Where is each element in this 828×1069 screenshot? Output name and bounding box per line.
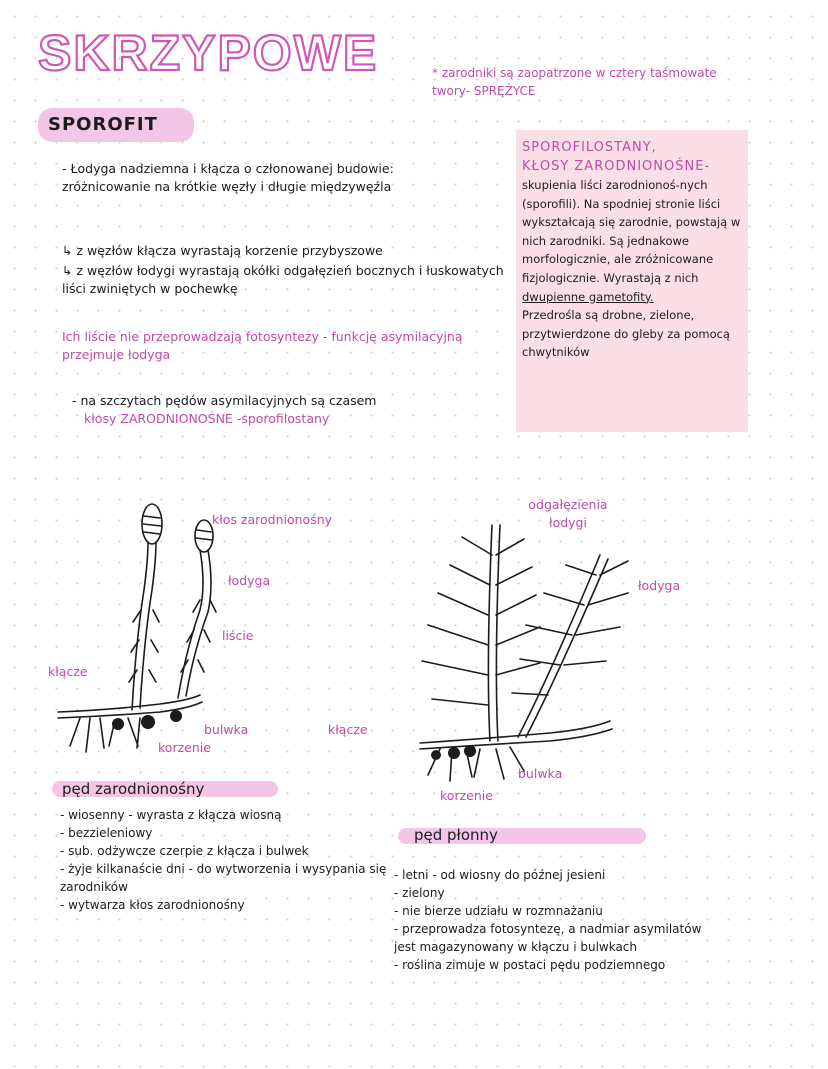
page-title: SKRZYPOWE bbox=[38, 25, 379, 81]
label-liscie: liście bbox=[222, 628, 254, 643]
right-list bbox=[394, 866, 724, 974]
list-item: - wytwarza kłos zarodnionośny bbox=[60, 898, 245, 912]
list-item: - nie bierze udziału w rozmnażaniu bbox=[394, 904, 603, 918]
list-item: - roślina zimuje w postaci pędu podziemnego bbox=[394, 958, 666, 972]
intro-arrow-1: ↳ z węzłów kłącza wyrastają korzenie przybyszowe bbox=[62, 243, 383, 258]
intro-line-2a: - na szczytach pędów asymilacyjnych są czasem bbox=[72, 393, 377, 408]
intro-line-1: - Łodyga nadziemna i kłącza o członowanej budowie: zróżnicowanie na krótkie węzły i długie międzywęźla bbox=[62, 161, 394, 194]
box-heading-2: KŁOSY ZARODNIONOŚNE- bbox=[522, 159, 711, 174]
left-list bbox=[60, 806, 390, 914]
list-item: - żyje kilkanaście dni - do wytworzenia i wysypania się zarodników bbox=[60, 862, 387, 894]
right-heading: pęd płonny bbox=[414, 826, 498, 844]
box-text-1: skupienia liści zarodnionoś-nych (sporofili). Na spodniej stronie liści wykształcają się zarodnie, powstają w nich zarodniki. Są jednakowe morfologicznie, ale zróżnicowane fizjologicznie. Wyrastają z nich bbox=[522, 178, 741, 285]
intro-line-2b: kłosy ZARODNIONOŚNE -sporofilostany bbox=[84, 411, 330, 426]
list-item: - letni - od wiosny do późnej jesieni bbox=[394, 868, 606, 882]
label-bulwka-left: bulwka bbox=[204, 722, 249, 737]
list-item: - przeprowadza fotosyntezę, a nadmiar asymilatów jest magazynowany w kłączu i bulwkach bbox=[394, 922, 702, 954]
label-lodyga-left: łodyga bbox=[228, 573, 271, 588]
intro-arrow-2: ↳ z węzłów łodygi wyrastają okółki odgałęzień bocznych i łuskowatych liści zwiniętych w pochewkę bbox=[62, 263, 504, 296]
list-item: - sub. odżywcze czerpie z kłącza i bulwek bbox=[60, 844, 309, 858]
label-klacze-left: kłącze bbox=[48, 664, 88, 679]
label-lodyga-right: łodyga bbox=[638, 578, 681, 593]
left-heading: pęd zarodnionośny bbox=[62, 780, 205, 798]
horsetail-sterile-shoot-drawing bbox=[400, 515, 650, 785]
sporofilostany-box bbox=[516, 130, 748, 432]
box-text-3: Przedrośla są drobne, zielone, przytwierdzone do gleby za pomocą chwytników bbox=[522, 308, 730, 360]
box-heading-1: SPOROFILOSTANY, bbox=[522, 140, 657, 155]
intro-pink-note: Ich liście nie przeprowadzają fotosyntezy - funkcję asymilacyjną przejmuje łodyga bbox=[62, 329, 463, 362]
label-klos: kłos zarodnionośny bbox=[212, 512, 333, 527]
label-bulwka-right: bulwka bbox=[518, 766, 563, 781]
horsetail-fertile-shoot-drawing bbox=[40, 490, 220, 770]
list-item: - wiosenny - wyrasta z kłącza wiosną bbox=[60, 808, 282, 822]
label-korzenie-left: korzenie bbox=[158, 740, 211, 755]
box-text-2: dwupienne gametofity. bbox=[522, 289, 654, 304]
label-klacze-right: kłącze bbox=[328, 722, 368, 737]
label-odgalezienia: odgałęzienia łodygi bbox=[528, 497, 608, 530]
section-label: SPOROFIT bbox=[48, 114, 158, 135]
top-note: * zarodniki są zaopatrzone w cztery taśmowate twory- SPRĘŻYCE bbox=[432, 66, 717, 98]
list-item: - zielony bbox=[394, 886, 445, 900]
list-item: - bezzieleniowy bbox=[60, 826, 153, 840]
label-korzenie-right: korzenie bbox=[440, 788, 493, 803]
